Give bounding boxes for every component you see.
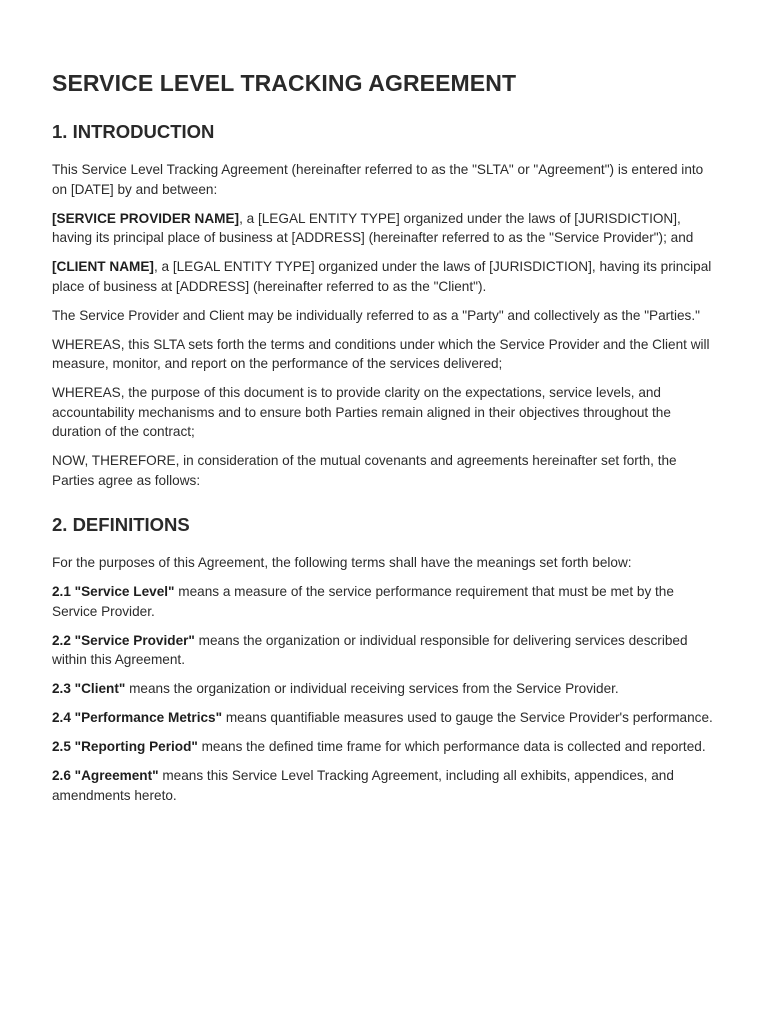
definition-item [52, 737, 722, 757]
definition-term: 2.6 "Agreement" [52, 768, 159, 783]
definition-text: means the organization or individual receiving services from the Service Provider. [125, 681, 619, 696]
definition-item [52, 708, 722, 728]
provider-text: , a [LEGAL ENTITY TYPE] organized under the laws of [JURISDICTION], having its principal place of business at [ADDRESS] (hereinafter referred to as the "Service Provider"); and [52, 210, 694, 245]
provider-name: [SERVICE PROVIDER NAME] [52, 210, 240, 226]
client-name: [CLIENT NAME] [52, 259, 154, 274]
definition-item [52, 582, 722, 621]
definition-item [52, 766, 722, 805]
whereas-paragraph-2: WHEREAS, the purpose of this document is to provide clarity on the expectations, service levels, and accountability mechanisms and to ensure both Parties remain aligned in their objectives throughout the duration of the contract; [52, 385, 671, 439]
provider-paragraph [52, 209, 722, 248]
definition-term: 2.4 "Performance Metrics" [52, 710, 223, 725]
parties-paragraph: The Service Provider and Client may be individually referred to as a "Party" and collectively as the "Parties." [52, 307, 700, 323]
now-therefore-paragraph: NOW, THEREFORE, in consideration of the mutual covenants and agreements hereinafter set forth, the Parties agree as follows: [52, 453, 677, 488]
definition-text: means the organization or individual responsible for delivering services described within this Agreement. [52, 632, 688, 667]
whereas-paragraph-1: WHEREAS, this SLTA sets forth the terms and conditions under which the Service Provider and the Client will measure, monitor, and report on the performance of the services delivered; [52, 336, 710, 371]
intro-paragraph: This Service Level Tracking Agreement (hereinafter referred to as the "SLTA" or "Agreement") is entered into on [DATE] by and between: [52, 162, 704, 197]
section-heading-introduction: 1. INTRODUCTION [52, 121, 215, 142]
document-title: SERVICE LEVEL TRACKING AGREEMENT [52, 70, 517, 96]
definition-term: 2.2 "Service Provider" [52, 632, 195, 648]
section-heading-definitions: 2. DEFINITIONS [52, 514, 190, 535]
definitions-intro-paragraph: For the purposes of this Agreement, the following terms shall have the meanings set forth below: [52, 555, 632, 570]
client-text: , a [LEGAL ENTITY TYPE] organized under the laws of [JURISDICTION], having its principal place of business at [ADDRESS] (hereinafter referred to as the "Client"). [52, 259, 712, 294]
definition-text: means quantifiable measures used to gauge the Service Provider's performance. [222, 710, 713, 725]
definition-text: means the defined time frame for which performance data is collected and reported. [197, 739, 706, 754]
definition-text: means this Service Level Tracking Agreement, including all exhibits, appendices, and amendments hereto. [52, 768, 674, 803]
client-paragraph [52, 257, 722, 296]
definition-item [52, 631, 722, 670]
definition-text: means a measure of the service performance requirement that must be met by the Service Provider. [52, 584, 674, 619]
definition-term: 2.5 "Reporting Period" [52, 739, 198, 754]
definition-item [52, 679, 722, 699]
definition-term: 2.3 "Client" [52, 681, 126, 696]
definition-term: 2.1 "Service Level" [52, 584, 175, 599]
